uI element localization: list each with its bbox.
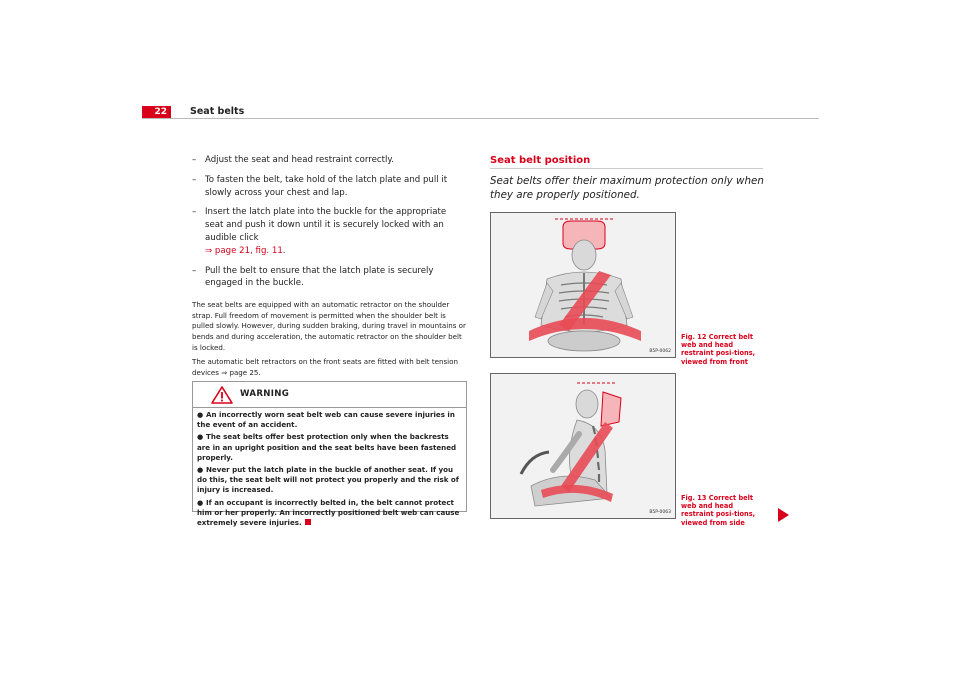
dash-marker: – — [192, 207, 197, 218]
warning-body — [193, 408, 466, 528]
dash-marker: – — [192, 174, 197, 185]
step-text: Insert the latch plate into the buckle for the appropriate seat and push it down until it is securely locked with an audible click — [205, 207, 447, 243]
figure-caption: Fig. 13 Correct belt web and head restraint posi-tions, viewed from side — [681, 494, 756, 527]
step-text: To fasten the belt, take hold of the latch plate and pull it slowly across your chest and lap. — [205, 174, 448, 198]
warning-item — [197, 465, 462, 496]
bullet-icon: ● — [197, 497, 204, 507]
warning-item — [197, 410, 462, 430]
warning-header — [193, 382, 466, 408]
figure-code: B5P-0063 — [649, 510, 671, 515]
section-end-icon — [305, 519, 311, 525]
figure-front-view — [490, 212, 676, 358]
figure-caption: Fig. 12 Correct belt web and head restraint posi-tions, viewed from front — [681, 333, 756, 366]
seatbelt-front-illustration — [491, 213, 675, 357]
dash-marker: – — [192, 155, 197, 165]
subsection-rule — [490, 168, 763, 169]
subsection-title: Seat belt position — [490, 155, 591, 166]
warning-item — [197, 432, 462, 463]
dash-marker: – — [192, 265, 197, 276]
warning-item-text: Never put the latch plate in the buckle of another seat. If you do this, the seat belt will not protect you properly and the risk of injury is increased. — [197, 465, 459, 495]
warning-item-text: An incorrectly worn seat belt web can cause severe injuries in the event of an accident. — [197, 410, 455, 430]
bullet-icon: ● — [197, 410, 204, 419]
warning-item-text: The seat belts offer best protection only when the backrests are in an upright position and the seat belts have been fastened properly. — [197, 432, 457, 462]
step-text: Pull the belt to ensure that the latch plate is securely engaged in the buckle. — [205, 265, 434, 289]
seatbelt-side-illustration — [491, 374, 675, 518]
step-text: Adjust the seat and head restraint correctly. — [205, 155, 394, 165]
left-column — [192, 154, 467, 382]
figure-side-view — [490, 373, 676, 519]
figure-code: B5P-0062 — [649, 349, 671, 354]
warning-box — [192, 381, 467, 528]
header-rule — [142, 118, 819, 119]
step-item — [192, 154, 467, 167]
bullet-icon: ● — [197, 465, 204, 475]
bullet-icon: ● — [197, 432, 204, 442]
page-reference-link[interactable]: ⇒ page 21, fig. 11 — [205, 245, 283, 256]
warning-triangle-icon — [211, 386, 233, 404]
warning-item — [197, 498, 462, 529]
warning-item-text: If an occupant is incorrectly belted in, the belt cannot protect him or her properly. An incorrectly positioned belt web can cause extremely severe injuries. — [197, 497, 460, 528]
continue-arrow-icon[interactable] — [778, 508, 789, 522]
page-number: 22 — [142, 106, 171, 118]
section-title: Seat belts — [190, 106, 245, 117]
step-item — [192, 174, 467, 200]
step-item — [192, 265, 467, 291]
tension-device-paragraph: The automatic belt retractors on the front seats are fitted with belt tension devices ⇒ page 25. — [192, 357, 458, 377]
step-item — [192, 206, 467, 257]
step-suffix: . — [282, 245, 286, 256]
retractor-paragraph: The seat belts are equipped with an automatic retractor on the shoulder strap. Full freedom of movement is permitted when the shoulder belt is pulled slowly. However, during sudden braking, during travel in mountains or bends and during acceleration, the automatic retractor on the shoulder belt is locked. — [192, 300, 466, 352]
warning-title: WARNING — [240, 389, 290, 399]
subsection-intro: Seat belts offer their maximum protection only when they are properly positioned. — [490, 175, 764, 201]
